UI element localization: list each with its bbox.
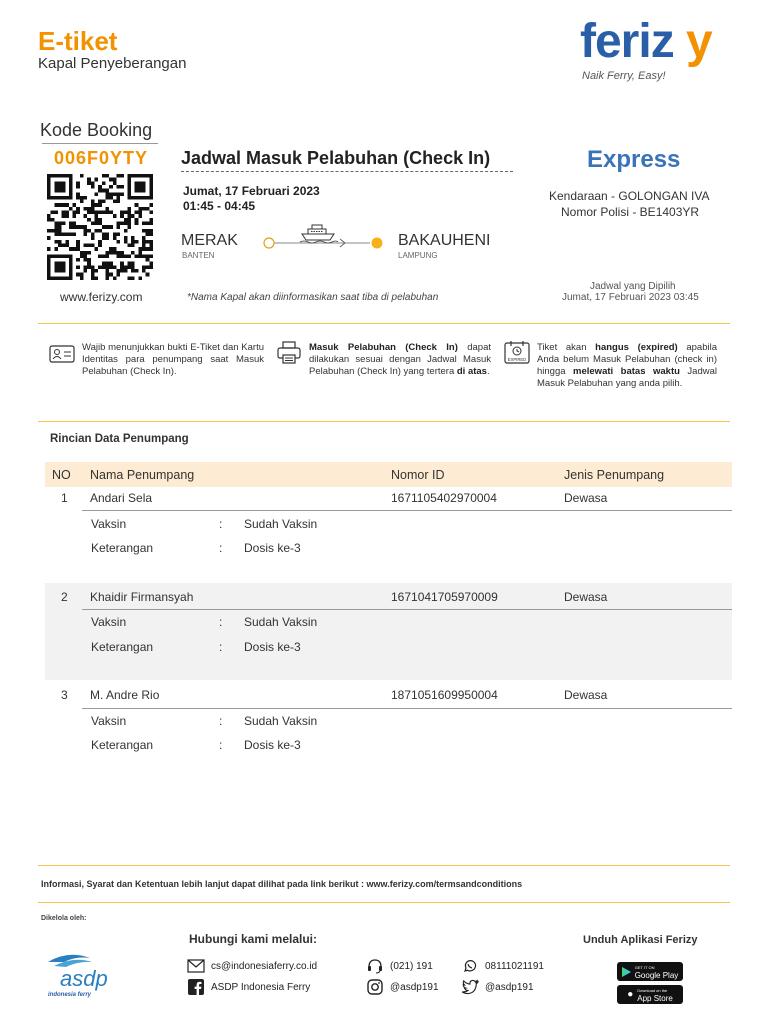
booking-code: 006F0YTY [54,148,149,168]
divider [38,902,730,903]
col-header-no: NO [52,468,71,482]
origin-province: BANTEN [182,251,215,260]
contact-facebook[interactable] [187,979,310,995]
note-value: Dosis ke-3 [244,640,301,654]
destination-port: BAKAUHENI [398,232,491,249]
vaccine-status: Sudah Vaksin [244,714,318,728]
asdp-logo-subtext: indonesia ferry [48,992,92,998]
contact-email[interactable] [187,958,317,974]
expired-calendar-icon [504,340,530,364]
passenger-id: 1671041705970009 [391,590,498,604]
vaccine-label: Vaksin [91,615,127,629]
passenger-type: Dewasa [564,688,608,702]
colon: : [219,615,223,629]
vaccine-status: Sudah Vaksin [244,615,318,629]
passenger-no: 2 [61,590,68,604]
col-header-id: Nomor ID [391,468,445,482]
ticket-subtitle: Kapal Penyeberangan [38,55,187,72]
whatsapp-text: 08111021191 [485,960,544,972]
info-expired-bold-2: melewati batas waktu [573,366,680,377]
info-checkin-text [309,342,491,378]
contact-whatsapp[interactable] [461,958,544,974]
service-class: Express [587,146,681,173]
col-header-name: Nama Penumpang [90,468,195,482]
info-expired-t2: apabila Anda belum Masuk Pelabuhan (check in) hingga [537,342,717,377]
destination-province: LAMPUNG [398,251,438,260]
colon: : [219,714,223,728]
contact-twitter[interactable] [461,979,534,995]
printer-icon [276,340,302,366]
info-expired-text [537,342,717,390]
colon: : [219,541,223,555]
contact-phone[interactable] [366,958,433,974]
row-divider [82,609,732,610]
info-checkin-bold-2: di atas [456,366,487,377]
info-checkin-body: dapat dilakukan sesuai dengan Jadwal Masuk Pelabuhan (Check In) yang tertera [309,342,491,377]
ferizy-logo [580,14,712,69]
divider [38,865,730,866]
passenger-id: 1671105402970004 [391,491,497,505]
col-header-type: Jenis Penumpang [564,468,665,482]
asdp-logo-text: asdp [60,966,108,991]
twitter-icon [461,979,479,995]
managed-by-label: Dikelola oleh: [41,915,87,922]
vaccine-label: Vaksin [91,517,127,531]
headset-icon [366,958,384,974]
apple-icon: ● [627,989,634,1000]
instagram-icon [366,979,384,995]
note-label: Keterangan [91,640,154,654]
vehicle-class: Kendaraan - GOLONGAN IVA [549,189,710,203]
checkin-schedule-divider [181,171,513,172]
vaccine-label: Vaksin [91,714,127,728]
info-checkin-end: . [486,366,490,377]
chosen-schedule-label: Jadwal yang Dipilih [590,281,676,292]
vaccine-status: Sudah Vaksin [244,517,318,531]
ferizy-logo-text: feriz [580,15,674,68]
passenger-id: 1871051609950004 [391,688,498,702]
passenger-no: 3 [61,688,68,702]
row-divider [82,708,732,709]
contact-instagram[interactable] [366,979,439,995]
route-ship-icon [258,218,388,256]
expired-badge-text: EXPIRED [507,357,527,362]
row-divider [82,510,732,511]
colon: : [219,517,223,531]
download-app-title: Unduh Aplikasi Ferizy [583,934,698,946]
ferizy-logo-accent: y [686,15,712,68]
email-text: cs@indonesiaferry.co.id [211,960,318,972]
email-icon [187,958,205,974]
info-id-text: Wajib menunjukkan bukti E-Tiket dan Kartu Identitas para penumpang saat Masuk Pelabuhan (Check In). [82,342,264,377]
passenger-section-title: Rincian Data Penumpang [50,433,189,445]
id-card-icon [49,343,75,365]
app-store-button[interactable] [617,985,683,1004]
origin-port: MERAK [181,232,238,249]
passenger-name: Khaidir Firmansyah [90,590,194,604]
google-play-button[interactable] [617,962,683,981]
google-play-icon [622,967,631,977]
note-value: Dosis ke-3 [244,738,301,752]
booking-code-label: Kode Booking [40,120,153,140]
info-checkin-bold: Masuk Pelabuhan (Check In) [309,342,458,353]
passenger-type: Dewasa [564,491,608,505]
vehicle-plate: Nomor Polisi - BE1403YR [561,205,700,219]
note-value: Dosis ke-3 [244,541,301,555]
info-expired-t1: Tiket akan [537,342,596,353]
divider [38,421,730,422]
booking-code-divider [42,143,158,144]
instagram-text: @asdp191 [390,981,439,993]
contact-title: Hubungi kami melalui: [189,932,318,946]
info-expired-t3: Jadwal Masuk Pelabuhan yang anda pilih. [537,366,717,389]
app-store-small-text: Download on the [637,987,668,993]
colon: : [219,738,223,752]
divider [38,323,730,324]
checkin-schedule-title: Jadwal Masuk Pelabuhan (Check In) [181,148,491,168]
facebook-icon [187,979,205,995]
whatsapp-icon [461,958,479,974]
facebook-text: ASDP Indonesia Ferry [211,981,311,993]
twitter-text: @asdp191 [485,981,534,993]
google-play-label: Google Play [634,970,679,980]
app-store-label: App Store [637,993,673,1003]
qr-code-icon [44,174,156,280]
colon: : [219,640,223,654]
note-label: Keterangan [91,738,154,752]
passenger-type: Dewasa [564,590,608,604]
terms-link[interactable]: Informasi, Syarat dan Ketentuan lebih lanjut dapat dilihat pada link berikut : www.ferizy.com/termsandconditions [41,879,523,889]
chosen-schedule-value: Jumat, 17 Februari 2023 03:45 [562,292,699,303]
checkin-date: Jumat, 17 Februari 2023 [183,184,320,198]
google-play-small-text: GET IT ON [634,964,655,970]
passenger-name: Andari Sela [90,491,153,505]
info-expired-bold: hangus (expired) [595,342,678,353]
checkin-time: 01:45 - 04:45 [183,199,256,213]
phone-text: (021) 191 [390,960,433,972]
brand-tagline: Naik Ferry, Easy! [582,70,666,82]
asdp-logo [46,950,126,998]
ticket-title: E-tiket [38,26,118,56]
passenger-no: 1 [61,491,68,505]
ship-name-note: *Nama Kapal akan diinformasikan saat tiba di pelabuhan [187,292,439,303]
note-label: Keterangan [91,541,154,555]
website-link[interactable]: www.ferizy.com [60,290,143,304]
passenger-name: M. Andre Rio [90,688,160,702]
